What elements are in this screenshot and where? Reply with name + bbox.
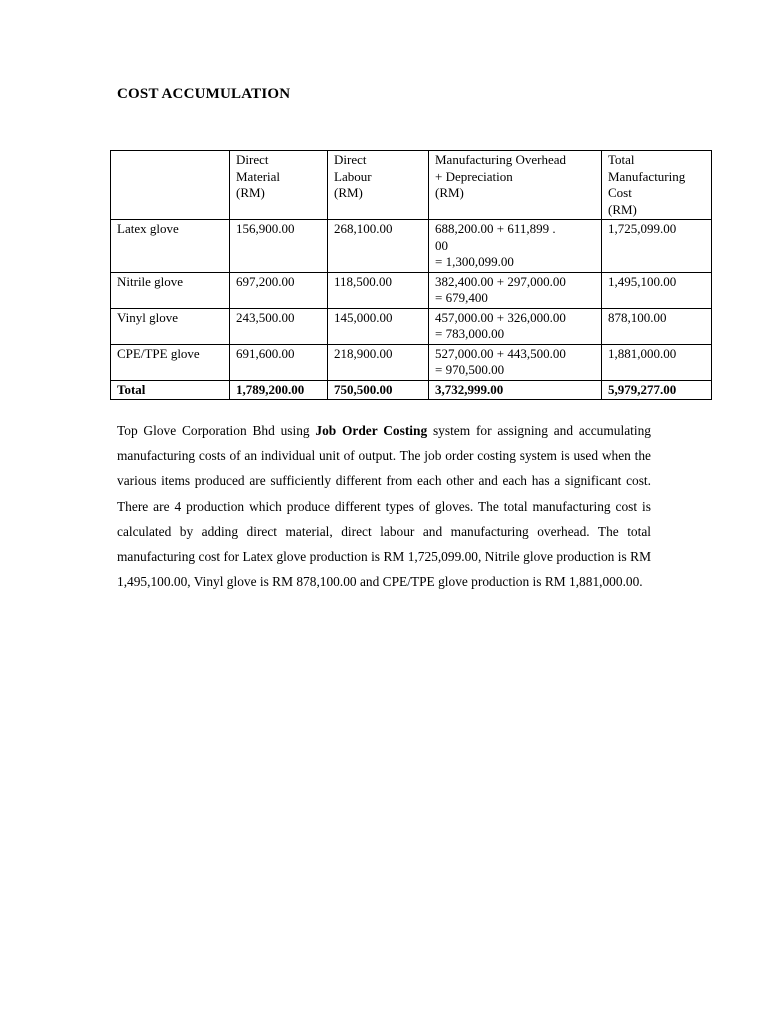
header-cell-overhead — [429, 151, 602, 220]
total-cost-cell: 1,495,100.00 — [602, 272, 712, 308]
paragraph-bold-term: Job Order Costing — [315, 423, 428, 438]
header-line: Total — [608, 152, 635, 167]
overhead-line: 457,000.00 + 326,000.00 — [435, 309, 566, 325]
overhead-line: 382,400.00 + 297,000.00 — [435, 273, 566, 289]
grand-total-cost: 5,979,277.00 — [602, 380, 712, 400]
paragraph-body: system for assigning and accumulating manufacturing costs of an individual unit of output. The job order costing system is used when the various items produced are sufficiently different from each other and each has a significant cost. There are 4 production which produce different types of gloves. The total manufacturing cost is calculated by adding direct material, direct labour and manufacturing overhead. The total manufacturing cost for Latex glove production is RM 1,725,099.00, Nitrile glove production is RM 1,495,100.00, Vinyl glove is RM 878,100.00 and CPE/TPE glove production is RM 1,881,000.00. — [117, 423, 651, 590]
header-line: (RM) — [334, 185, 363, 200]
overhead-line: = 679,400 — [435, 290, 488, 305]
body-paragraph — [117, 418, 651, 594]
header-line: + Depreciation — [435, 168, 513, 184]
direct-material-cell: 243,500.00 — [230, 308, 328, 344]
direct-material-cell: 691,600.00 — [230, 344, 328, 380]
header-cell-direct-material — [230, 151, 328, 220]
header-line: (RM) — [608, 201, 637, 217]
table-row — [111, 308, 712, 344]
paragraph-intro: Top Glove Corporation Bhd using — [117, 423, 316, 438]
table-total-row — [111, 380, 712, 400]
table-header-row — [111, 151, 712, 220]
direct-labour-cell: 118,500.00 — [328, 272, 429, 308]
header-cell-direct-labour — [328, 151, 429, 220]
overhead-cell — [429, 344, 602, 380]
overhead-line: 527,000.00 + 443,500.00 — [435, 345, 566, 361]
header-line: Labour — [334, 168, 372, 184]
total-cost-cell: 878,100.00 — [602, 308, 712, 344]
direct-labour-cell: 218,900.00 — [328, 344, 429, 380]
cost-accumulation-table — [110, 150, 712, 400]
overhead-cell — [429, 220, 602, 273]
header-line: Material — [236, 168, 281, 184]
total-direct-material: 1,789,200.00 — [230, 380, 328, 400]
row-label: Latex glove — [111, 220, 230, 273]
overhead-line: 688,200.00 + 611,899 . — [435, 221, 556, 236]
total-cost-cell: 1,881,000.00 — [602, 344, 712, 380]
row-label: Nitrile glove — [111, 272, 230, 308]
table-row — [111, 220, 712, 273]
total-direct-labour: 750,500.00 — [328, 380, 429, 400]
header-line: Direct — [236, 152, 269, 167]
total-cost-cell: 1,725,099.00 — [602, 220, 712, 273]
header-cell-total-cost — [602, 151, 712, 220]
overhead-line: = 1,300,099.00 — [435, 254, 514, 269]
header-line: (RM) — [435, 185, 464, 200]
page-title: COST ACCUMULATION — [117, 86, 291, 102]
header-line: Manufacturing — [608, 168, 686, 184]
header-cell-blank — [111, 151, 230, 220]
row-label: CPE/TPE glove — [111, 344, 230, 380]
direct-labour-cell: 268,100.00 — [328, 220, 429, 273]
overhead-line: = 783,000.00 — [435, 326, 505, 341]
header-line: Cost — [608, 185, 632, 200]
row-label: Vinyl glove — [111, 308, 230, 344]
header-line: (RM) — [236, 185, 265, 200]
total-overhead: 3,732,999.00 — [429, 380, 602, 400]
table-row — [111, 272, 712, 308]
direct-material-cell: 156,900.00 — [230, 220, 328, 273]
total-row-label: Total — [111, 380, 230, 400]
header-line: Direct — [334, 152, 367, 167]
overhead-line: 00 — [435, 237, 448, 253]
overhead-line: = 970,500.00 — [435, 362, 505, 377]
direct-labour-cell: 145,000.00 — [328, 308, 429, 344]
direct-material-cell: 697,200.00 — [230, 272, 328, 308]
overhead-cell — [429, 308, 602, 344]
table-row — [111, 344, 712, 380]
overhead-cell — [429, 272, 602, 308]
header-line: Manufacturing Overhead — [435, 152, 567, 167]
